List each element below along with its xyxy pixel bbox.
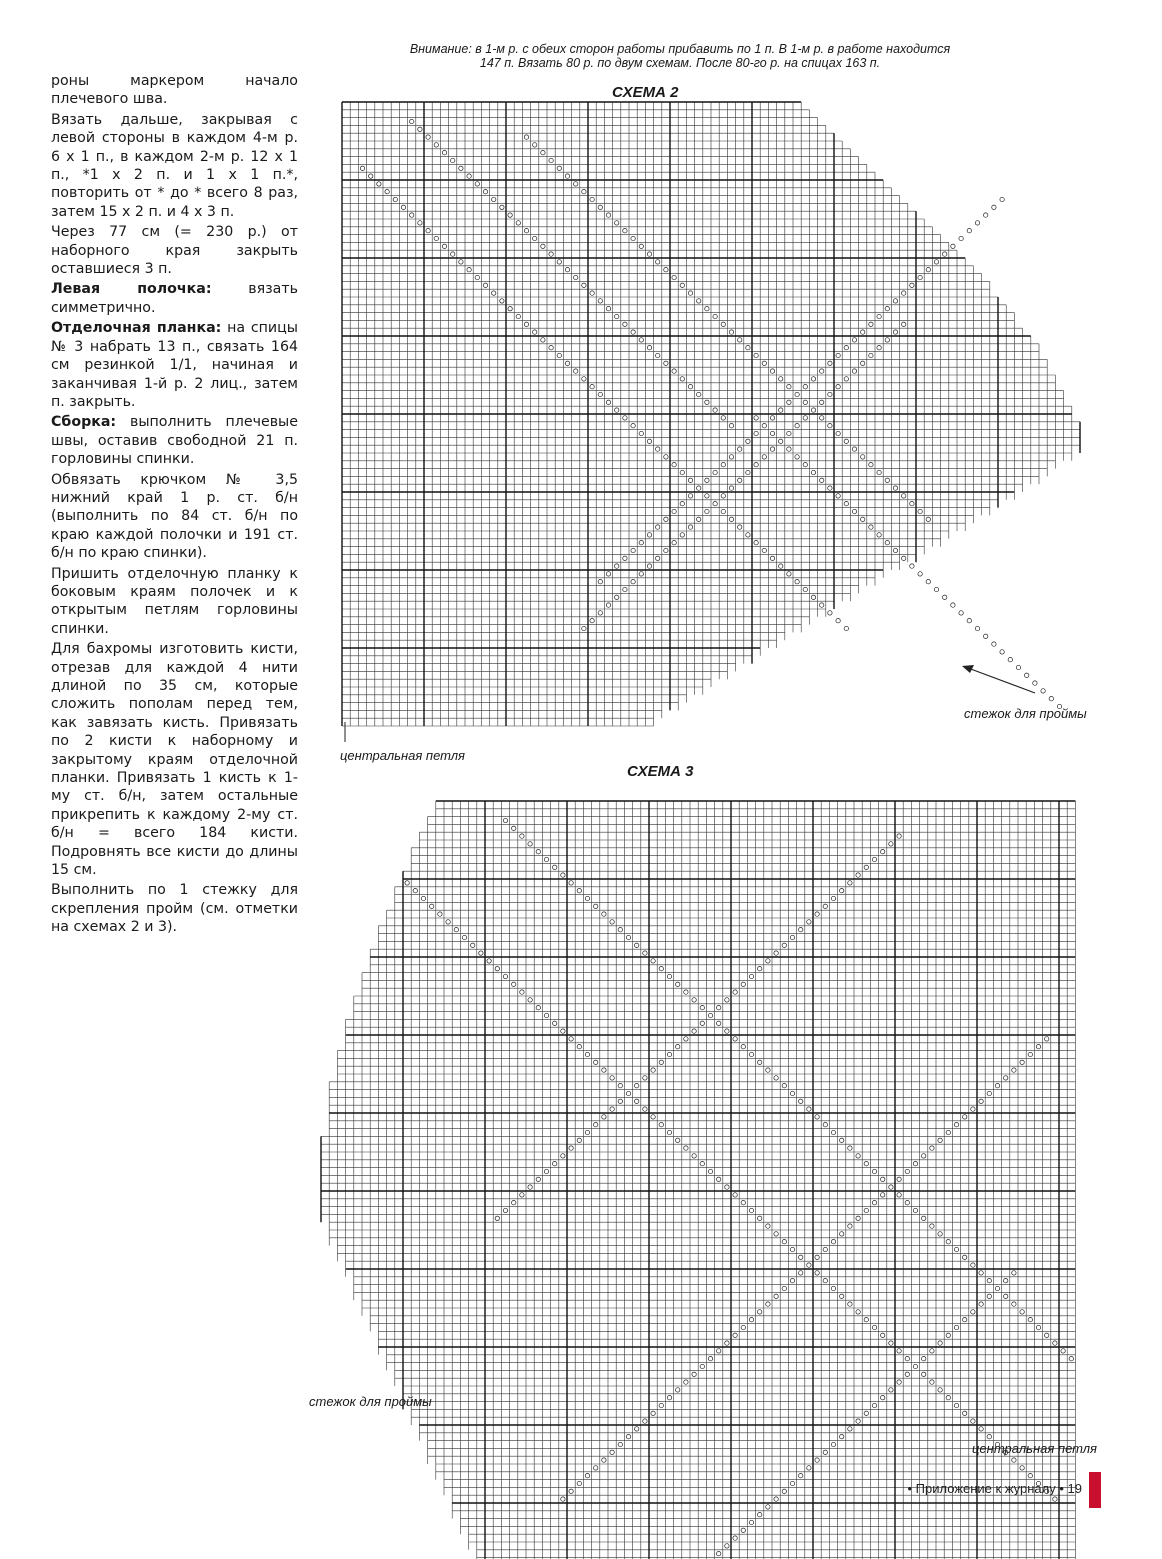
scheme3-armhole-label: стежок для проймы [309, 1394, 432, 1409]
heading-left-front: Левая полочка: [51, 281, 212, 298]
heading-trim-band: Отделочная планка: [51, 320, 222, 337]
page-number: 19 [1067, 1481, 1082, 1496]
scheme2-title: СХЕМА 2 [612, 84, 679, 101]
paragraph-text: на спицы № 3 набрать 13 п., связать 164 см резинкой 1/1, начиная и заканчивая 1-й р. 2 лиц., затем п. закрыть. [51, 320, 298, 410]
paragraph: Через 77 см (= 230 р.) от наборного края закрыть оставшиеся 3 п. [51, 224, 298, 278]
scheme3-grid [321, 801, 1075, 1559]
paragraph: роны маркером начало плечевого шва. [51, 73, 298, 108]
footer-accent-bar [1089, 1472, 1101, 1508]
grid-lines [321, 801, 1075, 1559]
scheme2-grid [342, 102, 1080, 726]
scheme2-center-label: центральная петля [340, 748, 465, 763]
heading-assembly: Сборка: [51, 414, 117, 431]
paragraph-text: вязать симметрично. [51, 281, 298, 316]
footer-caption: • Приложение к журналу • [907, 1481, 1064, 1496]
note-line-2: 147 п. Вязать 80 р. по двум схемам. После 80-го р. на спицах 163 п. [479, 56, 881, 70]
paragraph: Пришить отделочную планку к боковым краям полочек и к открытым петлям горловины спинки. [51, 565, 298, 637]
note-line-1: Внимание: в 1-м р. с обеих сторон работы прибавить по 1 п. В 1-м р. в работе находится [409, 42, 951, 56]
paragraph: Вязать дальше, закрывая с левой стороны в каждом 4-м р. 6 х 1 п., в каждом 2-м р. 12 х 1 п., *1 х 2 п. и 1 х 1 п.*, повторить от * до * всего 8 раз, затем 15 х 2 п. и 4 х 3 п. [51, 111, 298, 220]
scheme2-armhole-arrow [962, 665, 1035, 693]
paragraph-text: выполнить плечевые швы, оставив свободной 21 п. горловины спинки. [51, 414, 298, 468]
scheme2-armhole-label: стежок для проймы [964, 706, 1087, 721]
paragraph: Обвязать крючком № 3,5 нижний край 1 р. ст. б/н (выполнить по 84 ст. б/н по краю каждой полочки и 191 ст. б/н по краю спинки). [51, 471, 298, 562]
scheme3-center-label: центральная петля [972, 1441, 1097, 1456]
paragraph: Выполнить по 1 стежку для скрепления пройм (см. отметки на схемах 2 и 3). [51, 882, 298, 936]
paragraph: Для бахромы изготовить кисти, отрезав для каждой 4 нити длиной по 35 см, которые сложить пополам перед тем, как завязать кисть. Привязать по 2 кисти к наборному и закрытому краям отделочной планки. Привязать 1 кисть к 1-му ст. б/н, затем остальные прикрепить к каждому 2-му ст. б/н = всего 184 кисти. Подровнять все кисти до длины 15 см. [51, 641, 298, 879]
footer [908, 1481, 1083, 1496]
scheme3-title: СХЕМА 3 [627, 763, 694, 780]
